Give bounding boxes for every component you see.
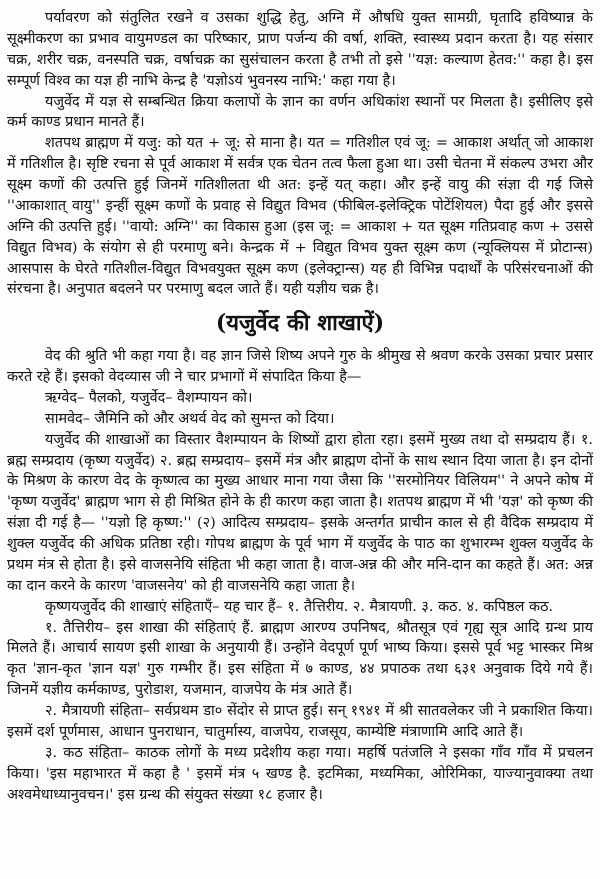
paragraph-shakhayen-vistar: यजुर्वेद की शाखाओं का विस्तार वैशम्पायन के शिष्यों द्वारा होता रहा। इसमें मुख्य तथा दो सम्प्रदाय हैं। १. ब्रह्म सम्प्रदाय (कृष्ण यजुर्वेद) २. ब्रह्म सम्प्रदाय– इसमें मंत्र और ब्राह्मण दोनों के साथ स्थान दिया जाता है। इन दोनों के मिश्रण के कारण वेद के कृष्णत्व का मुख्य आधार माना गया जैसा कि ''सरमोनियर विलियम'' ने अपने कोष में 'कृष्ण यजुर्वेद' ब्राह्मण भाग से ही मिश्रित होने के ही कारण कहा जाता है। शतपथ ब्राह्मण में भी 'यज्ञ' को कृष्ण की संज्ञा दी गई है— ''यज्ञो हि कृष्ण:'' (२) आदित्य सम्प्रदाय– इसके अन्तर्गत प्राचीन काल से ही वैदिक सम्प्रदाय में शुक्ल यजुर्वेद की अधिक प्रतिष्ठा रही। गोपथ ब्राह्मण के पूर्व भाग में यजुर्वेद के पाठ का शुभारम्भ शुक्ल यजुर्वेद के प्रथम मंत्र से होता है। इसे वाजसनेयि संहिता भी कहा जाता है। वाज-अन्न की और मनि-दान का कहते हैं। अत: अन्न का दान करने के कारण 'वाजसनेय' को ही वाजसनेयि कहा जाता है। (7, 431, 593, 594)
paragraph-shruti: वेद की श्रुति भी कहा गया है। वह ज्ञान जिसे शिष्य अपने गुरु के श्रीमुख से श्रवण करके उसका प्रचार प्रसार करते रहे हैं। इसको वेदव्यास जी ने चार प्रभागों में संपादित किया है— (7, 348, 593, 386)
paragraph-yajurved-karmakand: यजुर्वेद में यज्ञ से सम्बन्धित क्रिया कलापों के ज्ञान का वर्णन अधिकांश स्थानों पर मिलता है। इसीलिए इसे कर्म काण्ड प्रधान मानते हैं। (7, 93, 593, 131)
paragraph-taittiriya: १. तैत्तिरीय– इस शाखा की संहिताएं हैं. ब्राह्मण आरण्य उपनिषद, श्रौतसूत्र एवं गृह्य सूत्र आदि ग्रन्थ प्राय मिलते हैं। आचार्य सायण इसी शाखा के अनुयायी हैं। उन्होंने वेदपूर्ण पूर्ण भाष्य किया। इससे पूर्व भट्ट भास्कर मिश्र कृत 'ज्ञान-कृत 'ज्ञान यज्ञ' गुरु गम्भीर हैं। इस संहिता में ७ काण्ड, ४४ प्रपाठक तथा ६३१ अनुवाक दिये गये हैं। जिनमें यज्ञीय कर्मकाण्ड, पुरोडाश, यजमान, वाजपेय के मंत्र आते हैं। (7, 619, 593, 699)
paragraph-maitrayani: २. मैत्रायणी संहिता– सर्वप्रथम डा० सेंदोर से प्राप्त हुई। सन् १९४१ में श्री सातवलेकर जी ने प्रकाशित किया। इसमें दर्श पूर्णमास, आधान पुनराधान, चातुर्मास्य, वाजपेय, राजसूय, काम्येष्टि मंत्राणामि आदि आते हैं। (7, 703, 593, 740)
paragraph-paryavaran: पर्यावरण को संतुलित रखने व उसका शुद्धि हेतु, अग्नि में औषधि युक्त सामग्री, घृतादि हविष्यान्न के सूक्ष्मीकरण का प्रभाव वायुमण्डल का परिष्कार, प्राण पर्जन्य की वर्षा, शक्ति, स्वास्थ्य प्रदान करता है। यह संसार चक्र, शरीर चक्र, वनस्पति चक्र, वर्षाचक्र का सुसंचालन करता है तभी तो इसे ''यज्ञ: कल्याण हेतव:'' कहा है। इस सम्पूर्ण विश्व का यज्ञ ही नाभि केन्द्र है 'यज्ञोऽयं भुवनस्य नाभि:' कहा गया है। (7, 10, 593, 89)
paragraph-shatpath-brahman: शतपथ ब्राह्मण में यजु: को यत + जू: से माना है। यत = गतिशील एवं जू: = आकाश अर्थात् जो आकाश में गतिशील है। सृष्टि रचना से पूर्व आकाश में सर्वत्र एक चेतन तत्व फैला हुआ था। उसी चेतना में संकल्प उभरा और सूक्ष्म कणों की उत्पत्ति हुई जिनमें गतिशीलता थी अत: इन्हें यत् कहा। और इन्हें वायु की संज्ञा दी गई जिसे ''आकाशात् वायु'' इन्हीं सूक्ष्म कणों के प्रवाह से विद्युत विभव (फीबिल-इलेक्ट्रिक पोटेंशियल) पैदा हुई और इससे अग्नि की उत्पत्ति हुई। ''वायो: अग्नि'' का विकास हुआ (इस जू: = आकाश + यत सूक्ष्म गतिप्रवाह कण + उससे विद्युत विभव) के संयोग से ही परमाणु बने। केन्द्रक में + विद्युत विभव युक्त सूक्ष्म कण (न्यूक्लियस में प्रोटान्स) आसपास के घेरते गतिशील-विद्युत विभवयुक्त सूक्ष्म कण (इलेक्ट्रान्स) यह ही विभिन्न पदार्थों के परिसंरचनाओं की संरचना है। अनुपात बदलने पर परमाणु बदल जाते हैं। यही यज्ञीय चक्र है। (7, 135, 593, 298)
paragraph-kath-samhita: ३. कठ संहिता– काठक लोगों के मध्य प्रदेशीय कहा गया। महर्षि पतंजलि ने इसका गाँव गाँव में प्रचलन किया। 'इस महाभारत में कहा है ' इसमें मंत्र ५ खण्ड है. इटमिका, मध्यमिका, ओरिमिका, याज्यानुवाक्या तथा अश्वमेधाध्यानुवचन।' इस ग्रन्थ की संयुक्त संख्या १८ हजार है। (7, 744, 593, 803)
page-title: (यजुर्वेद की शाखाऐं) (215, 310, 385, 337)
line-rigved-yajurved: ऋग्वेद– पैलको, यजुर्वेद– वैशम्पायन को। (45, 389, 253, 406)
line-samved-atharvaved: सामवेद– जैमिनि को और अथर्व वेद को सुमन्त को दिया। (45, 410, 335, 427)
paragraph-krishna-yajurved-list: कृष्णयजुर्वेद की शाखाएं संहिताएँ– यह चार हैं– १. तैत्तिरीय. २. मैत्रायणी. ३. कठ. ४. कपिष्ठल कठ. (45, 598, 554, 615)
